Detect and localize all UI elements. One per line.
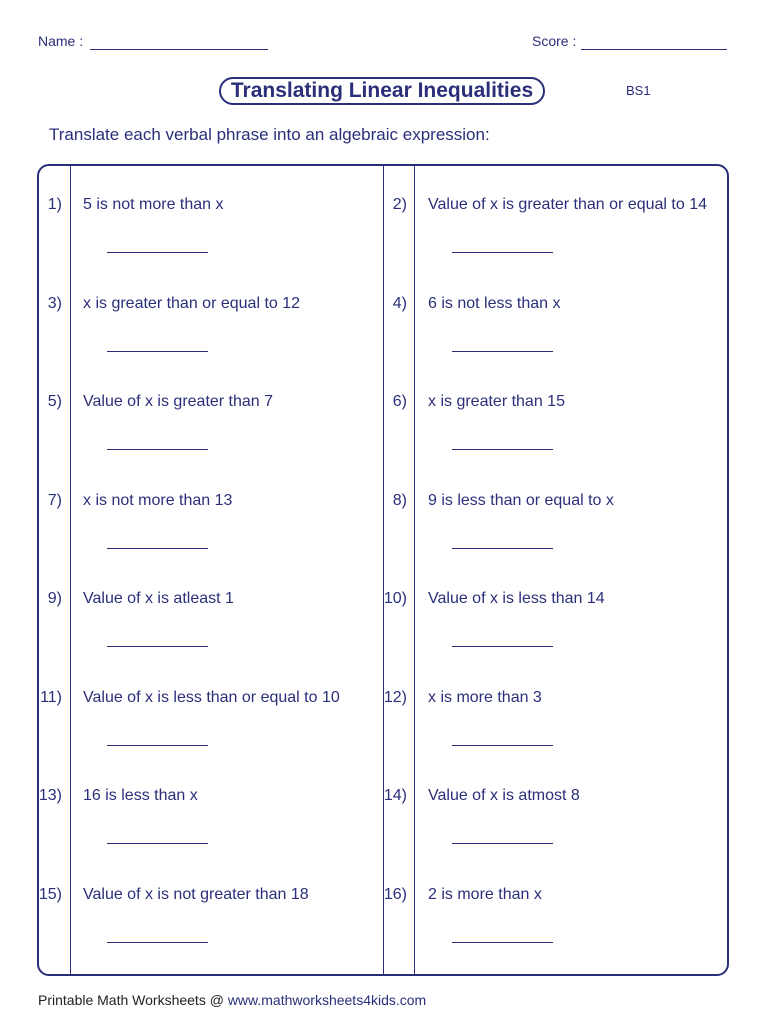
problem-text: Value of x is not greater than 18: [83, 885, 309, 903]
worksheet-title: Translating Linear Inequalities: [219, 77, 545, 105]
problem-text: Value of x is less than 14: [428, 590, 605, 607]
answer-blank[interactable]: [452, 548, 553, 549]
footer-url[interactable]: www.mathworksheets4kids.com: [227, 992, 427, 1008]
answer-blank[interactable]: [107, 351, 208, 352]
footer: [38, 992, 426, 1008]
footer-prefix: Printable Math Worksheets @: [38, 992, 228, 1008]
answer-blank[interactable]: [107, 843, 208, 844]
problem-number: 16): [383, 885, 407, 903]
answer-blank[interactable]: [452, 745, 553, 746]
problem-text: 5 is not more than x: [83, 196, 224, 213]
problem-text: x is greater than or equal to 12: [83, 294, 301, 312]
score-field[interactable]: [581, 49, 727, 50]
problem-number: 13): [38, 787, 62, 804]
answer-blank[interactable]: [107, 548, 208, 549]
answer-blank[interactable]: [452, 351, 553, 352]
problem-text: 9 is less than or equal to x: [428, 491, 614, 509]
answer-blank[interactable]: [107, 646, 208, 647]
problem-text: 6 is not less than x: [428, 294, 561, 312]
problem-number: 9): [47, 590, 62, 607]
problem-text: x is not more than 13: [83, 491, 233, 509]
problem-text: 2 is more than x: [428, 885, 542, 903]
center-divider-left: [383, 164, 384, 976]
problem-text: Value of x is greater than or equal to 14: [428, 196, 707, 213]
problem-text: x is more than 3: [428, 688, 542, 706]
answer-blank[interactable]: [452, 843, 553, 844]
problem-number: 2): [392, 196, 407, 213]
problem-number: 8): [392, 491, 407, 509]
problem-text: Value of x is greater than 7: [83, 393, 274, 410]
problem-number: 6): [392, 393, 407, 410]
center-divider-right: [414, 164, 415, 976]
answer-blank[interactable]: [107, 449, 208, 450]
worksheet-code: BS1: [626, 83, 651, 98]
left-number-divider: [70, 164, 71, 976]
problem-number: 15): [38, 885, 62, 903]
answer-blank[interactable]: [107, 252, 208, 253]
problem-text: Value of x is less than or equal to 10: [83, 688, 340, 706]
name-field[interactable]: [90, 49, 268, 50]
instruction-text: Translate each verbal phrase into an algebraic expression:: [49, 125, 490, 144]
problem-number: 4): [392, 294, 407, 312]
problem-number: 5): [47, 393, 62, 410]
problem-number: 3): [47, 294, 62, 312]
problem-number: 14): [383, 787, 407, 804]
problem-text: 16 is less than x: [83, 787, 198, 804]
name-label: Name :: [38, 33, 84, 49]
answer-blank[interactable]: [107, 942, 208, 943]
problem-number: 12): [383, 688, 407, 706]
problem-text: Value of x is atmost 8: [428, 787, 580, 804]
problem-number: 7): [47, 491, 62, 509]
answer-blank[interactable]: [452, 449, 553, 450]
answer-blank[interactable]: [452, 646, 553, 647]
answer-blank[interactable]: [452, 252, 553, 253]
problem-text: x is greater than 15: [428, 393, 565, 410]
score-label: Score :: [532, 33, 577, 49]
answer-blank[interactable]: [107, 745, 208, 746]
problem-text: Value of x is atleast 1: [83, 590, 234, 607]
answer-blank[interactable]: [452, 942, 553, 943]
problem-number: 11): [40, 688, 62, 706]
problem-number: 10): [383, 590, 407, 607]
problem-number: 1): [47, 196, 62, 213]
